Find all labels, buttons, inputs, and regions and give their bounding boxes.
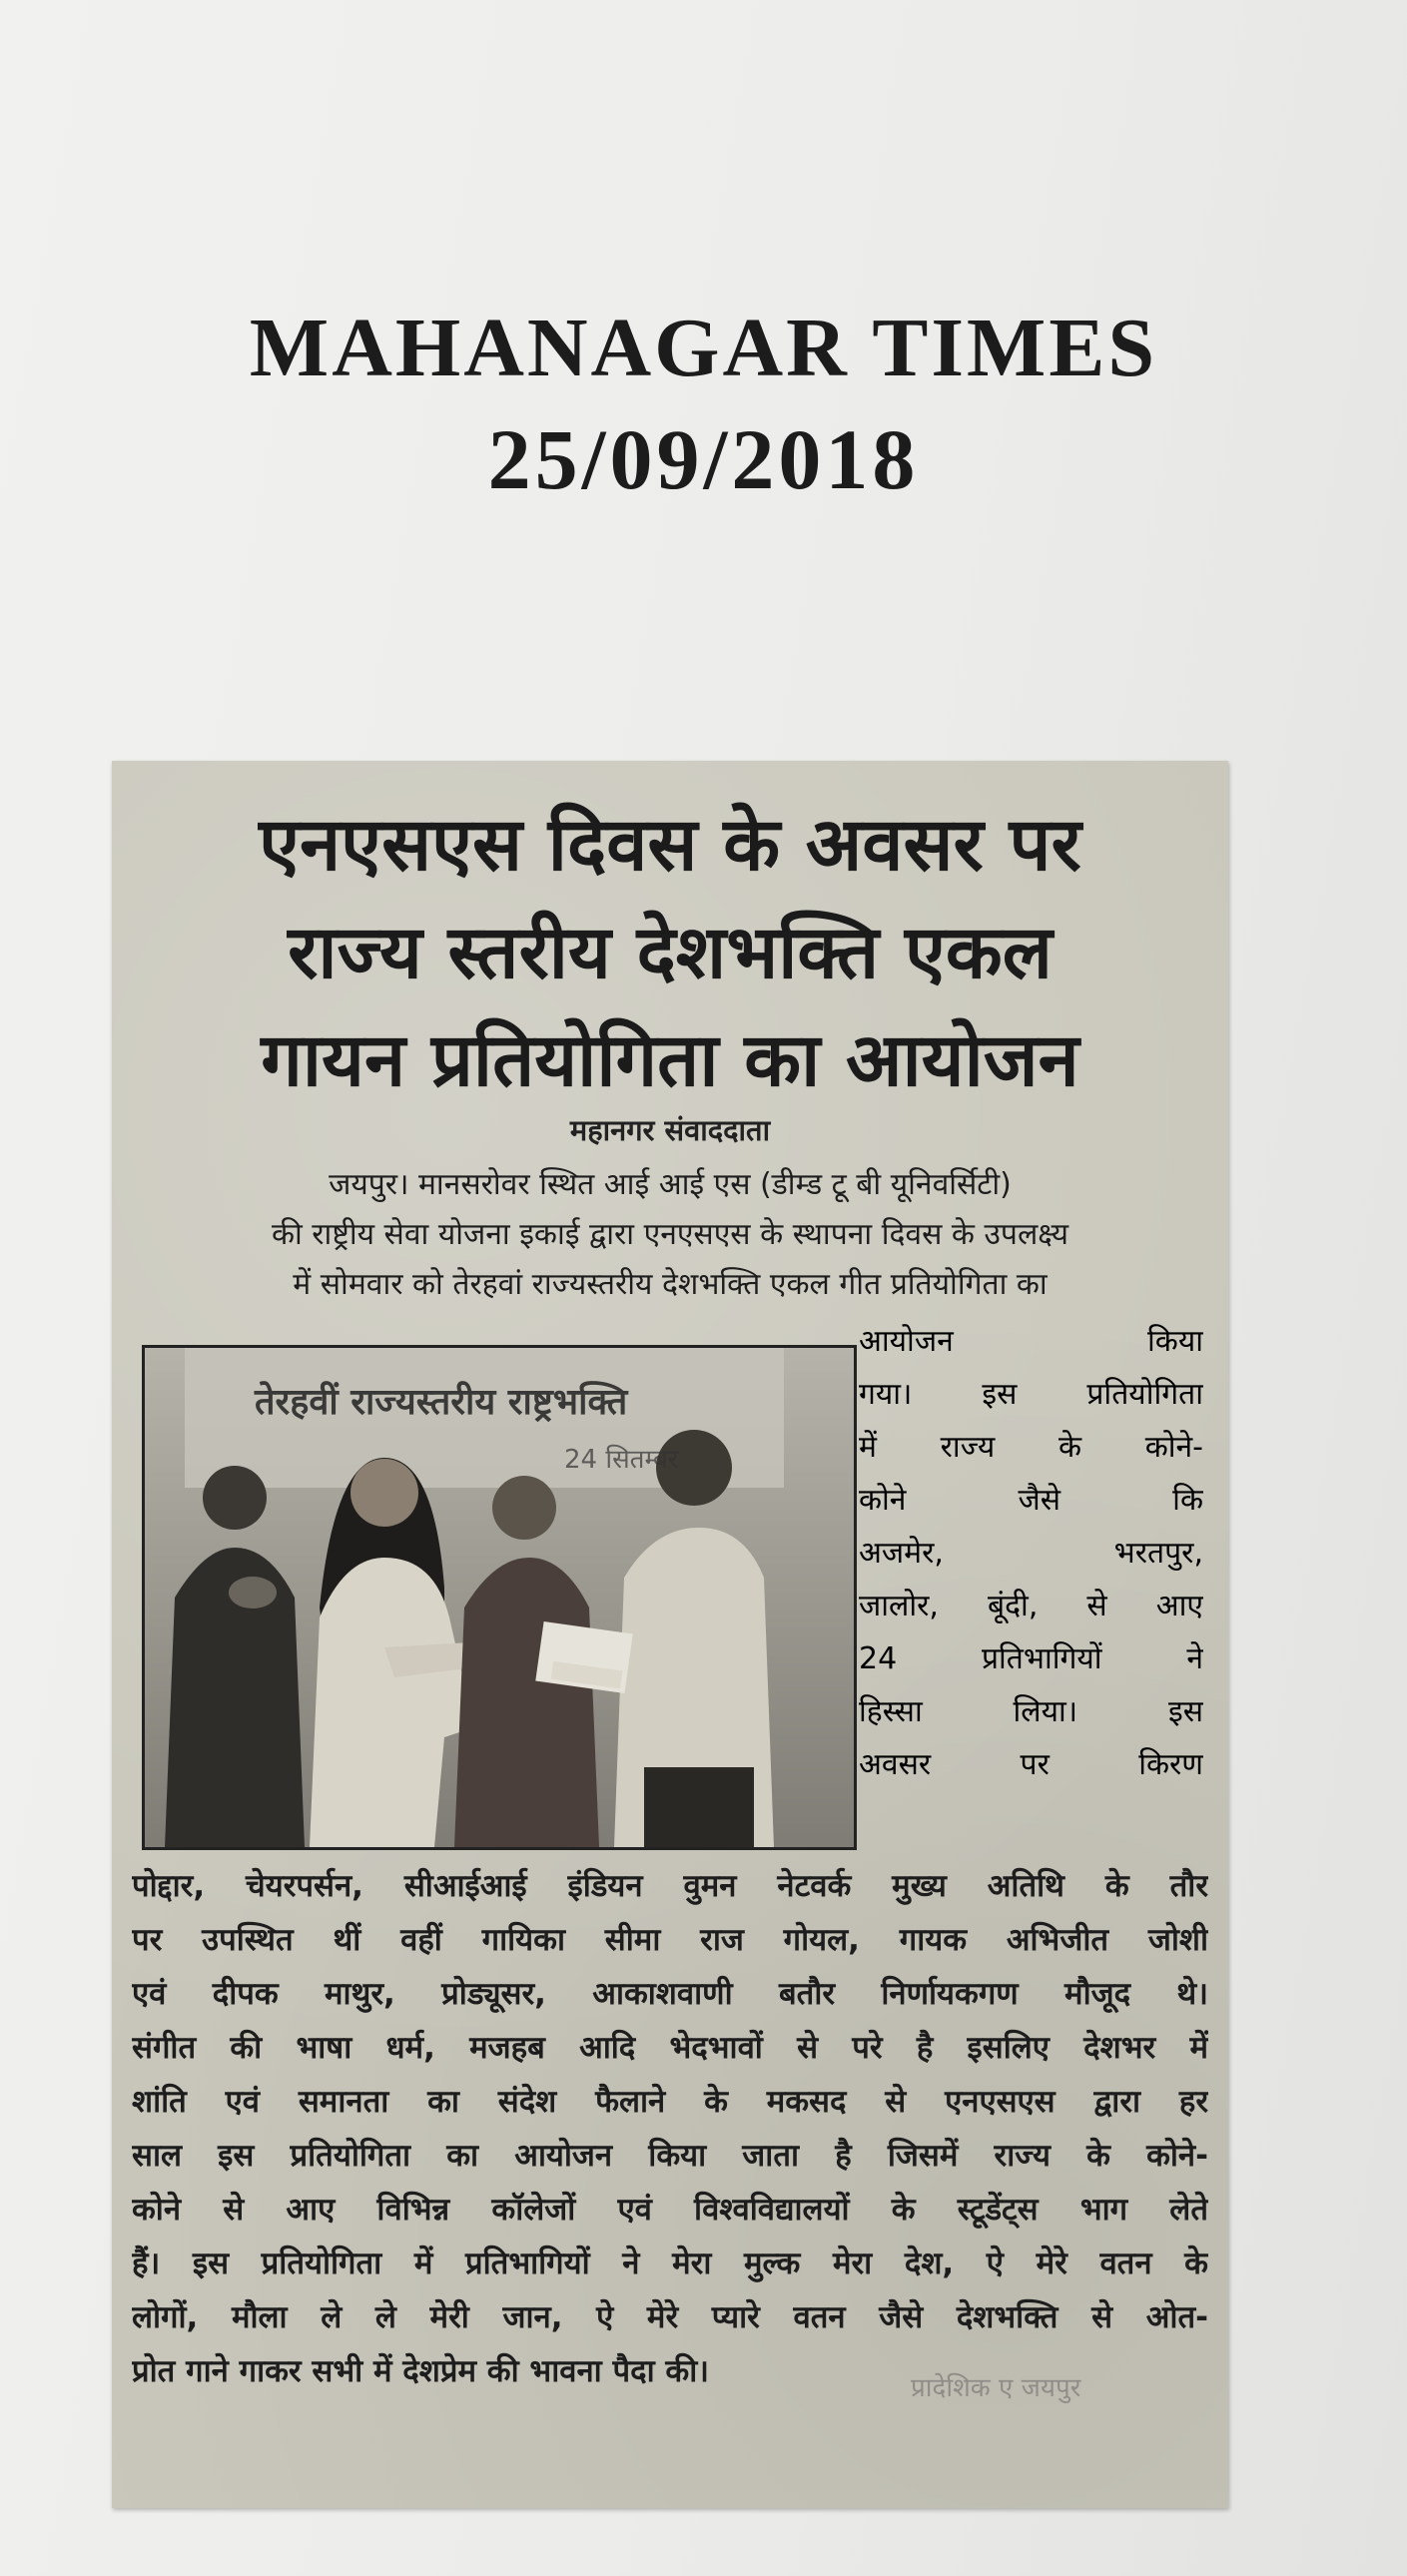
news-photo [142, 1345, 857, 1850]
headline [142, 791, 1198, 1114]
headline-line: गायन प्रतियोगिता का आयोजन [261, 1017, 1079, 1103]
text-line: साल इस प्रतियोगिता का आयोजन किया जाता है जिसमें राज्य के कोने- [132, 2138, 1208, 2174]
text-line: में राज्य के कोने- [859, 1430, 1203, 1465]
main-paragraph [132, 1859, 1208, 2398]
publication-date: 25/09/2018 [487, 411, 920, 507]
newspaper-clipping [112, 761, 1228, 2508]
text-line: पोद्दार, चेयरपर्सन, सीआईआई इंडियन वुमन नेटवर्क मुख्य अतिथि के तौर [132, 1868, 1208, 1904]
text-line: गया। इस प्रतियोगिता [859, 1377, 1203, 1412]
side-column [859, 1315, 1203, 1791]
text-line: हिस्सा लिया। इस [859, 1694, 1203, 1729]
text-line: हैं। इस प्रतियोगिता में प्रतिभागियों ने मेरा मुल्क मेरा देश, ऐ मेरे वतन के [132, 2246, 1208, 2281]
text-line: कोने से आए विभिन्न कॉलेजों एवं विश्वविद्यालयों के स्टूडेंट्स भाग लेते [132, 2192, 1208, 2228]
banner-date: 24 सितम्बर [564, 1445, 679, 1475]
text-line: एवं दीपक माथुर, प्रोड्यूसर, आकाशवाणी बतौर निर्णायकगण मौजूद थे। [132, 1976, 1208, 2012]
text-line: जयपुर। मानसरोवर स्थित आई आई एस (डीम्ड टू बी यूनिवर्सिटी) [329, 1167, 1012, 1202]
text-line: आयोजन किया [859, 1324, 1203, 1359]
faint-bleed-text: प्रादेशिक ए जयपुर [911, 2373, 1081, 2403]
text-line: लोगों, मौला ले ले मेरी जान, ऐ मेरे प्यारे वतन जैसे देशभक्ति से ओत- [132, 2299, 1208, 2335]
text-line: शांति एवं समानता का संदेश फैलाने के मकसद से एनएसएस द्वारा हर [132, 2084, 1208, 2120]
text-line: अजमेर, भरतपुर, [859, 1536, 1203, 1571]
banner-text: तेरहवीं राज्यस्तरीय राष्ट्रभक्ति [255, 1382, 628, 1423]
byline: महानगर संवाददाता [569, 1113, 771, 1147]
headline-line: एनएसएस दिवस के अवसर पर [259, 802, 1081, 888]
text-line: पर उपस्थित थीं वहीं गायिका सीमा राज गोयल, गायक अभिजीत जोशी [132, 1922, 1208, 1958]
text-line: में सोमवार को तेरहवां राज्यस्तरीय देशभक्ति एकल गीत प्रतियोगिता का [293, 1267, 1048, 1302]
text-line: 24 प्रतिभागियों ने [859, 1641, 1203, 1676]
masthead: MAHANAGAR TIMES [249, 302, 1158, 394]
text-line: की राष्ट्रीय सेवा योजना इकाई द्वारा एनएसएस के स्थापना दिवस के उपलक्ष्य [271, 1217, 1069, 1252]
text-line: अवसर पर किरण [859, 1747, 1203, 1782]
text-line: प्रोत गाने गाकर सभी में देशप्रेम की भावना पैदा की। [132, 2353, 709, 2389]
text-line: संगीत की भाषा धर्म, मजहब आदि भेदभावों से परे है इसलिए देशभर में [132, 2030, 1208, 2066]
intro-paragraph [132, 1160, 1208, 1310]
text-line: कोने जैसे कि [859, 1483, 1203, 1518]
text-line: जालोर, बूंदी, से आए [859, 1589, 1203, 1623]
headline-line: राज्य स्तरीय देशभक्ति एकल [288, 910, 1053, 995]
